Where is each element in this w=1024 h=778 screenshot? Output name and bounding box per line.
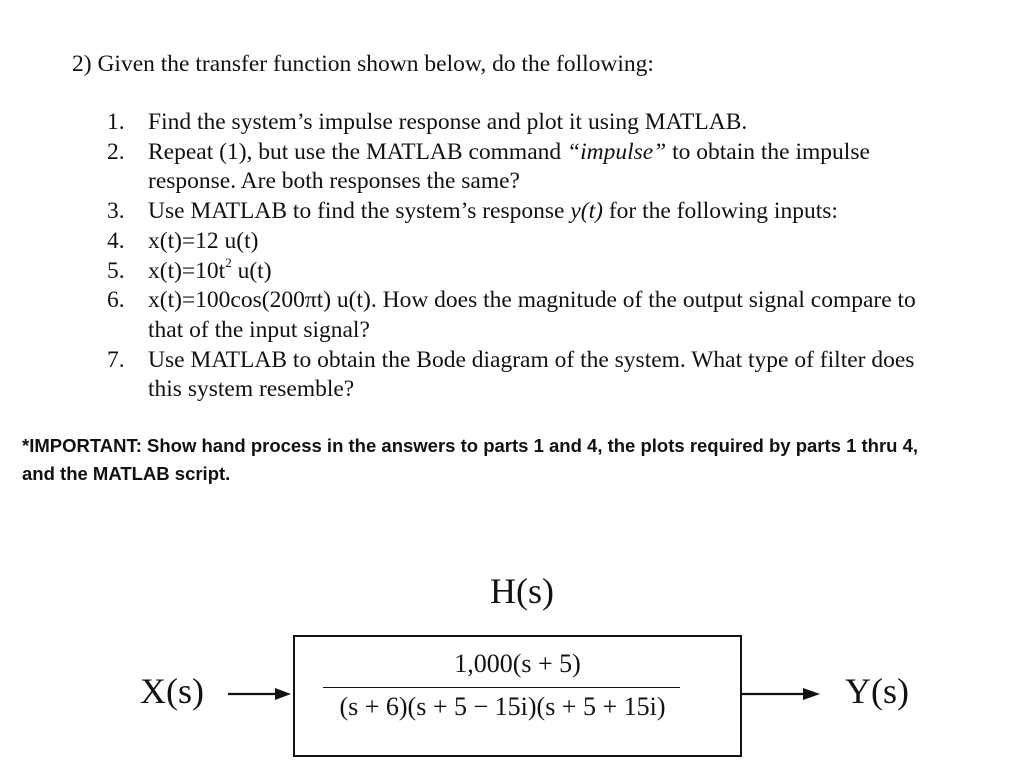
list-item [107, 108, 1007, 138]
output-label: Y(s) [845, 671, 909, 711]
list-item [107, 197, 1007, 227]
item-text: Repeat (1), but use the MATLAB command [148, 138, 567, 165]
fraction-bar [323, 687, 680, 688]
item-text: x(t)=10t [148, 257, 226, 284]
denominator: (s + 6)(s + 5 − 15i)(s + 5 + 15i) [339, 692, 666, 721]
transfer-function-block [293, 635, 742, 757]
item-number: 6. [107, 287, 125, 314]
item-text: Use MATLAB to obtain the Bode diagram of the system. What type of filter does [148, 346, 915, 373]
item-number: 5. [107, 257, 125, 284]
input-label: X(s) [140, 671, 204, 711]
list-item [107, 138, 1007, 197]
input-arrowhead-icon [275, 688, 291, 700]
important-note-line: *IMPORTANT: Show hand process in the answers to parts 1 and 4, the plots required by parts 1 thru 4, [22, 435, 919, 456]
item-text: that of the input signal? [148, 316, 370, 343]
transfer-function-label: H(s) [490, 571, 554, 611]
item-text: for the following inputs: [602, 198, 838, 225]
item-text: Use MATLAB to find the system’s response [148, 198, 571, 225]
item-text: this system resemble? [148, 376, 355, 403]
important-note-line: and the MATLAB script. [22, 463, 231, 484]
list-item [107, 286, 1007, 345]
item-text: u(t) [231, 257, 272, 284]
output-symbol: y(t) [570, 198, 603, 225]
list-item [107, 346, 1007, 405]
item-number: 4. [107, 227, 125, 254]
list-item [107, 254, 1007, 287]
numerator: 1,000(s + 5) [454, 649, 581, 678]
impulse-command-text: “impulse” [567, 138, 667, 165]
problem-intro: 2) Given the transfer function shown below, do the following: [72, 51, 654, 77]
item-text: to obtain the impulse [666, 138, 870, 165]
exponent: 2 [225, 254, 232, 270]
list-item [107, 227, 1007, 257]
output-arrowhead-icon [803, 688, 820, 700]
item-number: 2. [107, 138, 125, 165]
item-number: 3. [107, 198, 125, 225]
task-list [107, 108, 1007, 405]
item-text: x(t)=12 u(t) [148, 227, 259, 254]
item-number: 7. [107, 346, 125, 373]
item-text: Find the system’s impulse response and plot it using MATLAB. [148, 109, 748, 135]
item-number: 1. [107, 109, 125, 135]
item-text: response. Are both responses the same? [148, 168, 520, 195]
item-text: x(t)=100cos(200πt) u(t). How does the magnitude of the output signal compare to [148, 287, 916, 314]
important-note [22, 432, 1012, 488]
